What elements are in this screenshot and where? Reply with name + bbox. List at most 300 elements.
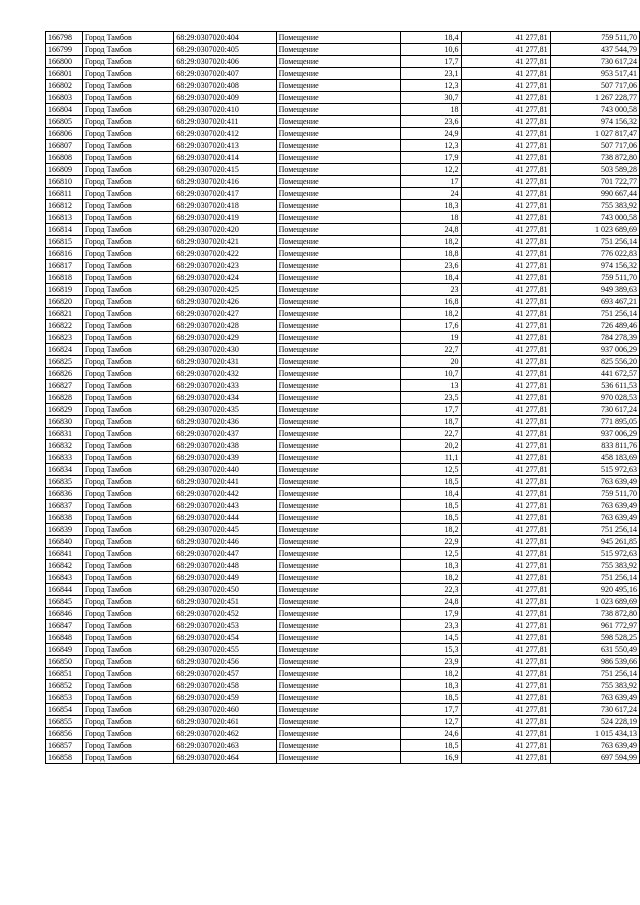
table-row xyxy=(46,332,640,344)
table-row xyxy=(46,224,640,236)
object-type-cell: Помещение xyxy=(276,488,401,500)
specific-value-cell: 41 277,81 xyxy=(461,116,550,128)
cadastral-value-cell: 437 544,79 xyxy=(550,44,639,56)
cadastral-value-cell: 503 589,28 xyxy=(550,164,639,176)
object-type-cell: Помещение xyxy=(276,68,401,80)
area-cell: 16,8 xyxy=(401,296,461,308)
table-row xyxy=(46,260,640,272)
row-number-cell: 166806 xyxy=(46,128,83,140)
row-number-cell: 166817 xyxy=(46,260,83,272)
row-number-cell: 166844 xyxy=(46,584,83,596)
cadastral-value-cell: 953 517,41 xyxy=(550,68,639,80)
cadastral-number-cell: 68:29:0307020:446 xyxy=(174,536,276,548)
locality-cell: Город Тамбов xyxy=(82,164,173,176)
row-number-cell: 166850 xyxy=(46,656,83,668)
object-type-cell: Помещение xyxy=(276,176,401,188)
table-row xyxy=(46,356,640,368)
locality-cell: Город Тамбов xyxy=(82,440,173,452)
row-number-cell: 166812 xyxy=(46,200,83,212)
cadastral-value-cell: 970 028,53 xyxy=(550,392,639,404)
cadastral-number-cell: 68:29:0307020:443 xyxy=(174,500,276,512)
specific-value-cell: 41 277,81 xyxy=(461,152,550,164)
locality-cell: Город Тамбов xyxy=(82,248,173,260)
locality-cell: Город Тамбов xyxy=(82,572,173,584)
object-type-cell: Помещение xyxy=(276,404,401,416)
table-row xyxy=(46,308,640,320)
table-row xyxy=(46,128,640,140)
locality-cell: Город Тамбов xyxy=(82,104,173,116)
cadastral-number-cell: 68:29:0307020:410 xyxy=(174,104,276,116)
area-cell: 17,7 xyxy=(401,56,461,68)
row-number-cell: 166842 xyxy=(46,560,83,572)
area-cell: 12,5 xyxy=(401,548,461,560)
cadastral-value-cell: 536 611,53 xyxy=(550,380,639,392)
specific-value-cell: 41 277,81 xyxy=(461,104,550,116)
cadastral-value-cell: 598 528,25 xyxy=(550,632,639,644)
cadastral-value-cell: 507 717,06 xyxy=(550,80,639,92)
area-cell: 18,2 xyxy=(401,308,461,320)
table-row xyxy=(46,476,640,488)
object-type-cell: Помещение xyxy=(276,308,401,320)
object-type-cell: Помещение xyxy=(276,104,401,116)
table-row xyxy=(46,608,640,620)
cadastral-number-cell: 68:29:0307020:459 xyxy=(174,692,276,704)
cadastral-number-cell: 68:29:0307020:415 xyxy=(174,164,276,176)
cadastral-value-cell: 755 383,92 xyxy=(550,680,639,692)
object-type-cell: Помещение xyxy=(276,584,401,596)
cadastral-number-cell: 68:29:0307020:409 xyxy=(174,92,276,104)
row-number-cell: 166827 xyxy=(46,380,83,392)
cadastral-value-cell: 759 511,70 xyxy=(550,488,639,500)
locality-cell: Город Тамбов xyxy=(82,512,173,524)
table-row xyxy=(46,488,640,500)
locality-cell: Город Тамбов xyxy=(82,236,173,248)
row-number-cell: 166818 xyxy=(46,272,83,284)
table-body xyxy=(46,32,640,764)
specific-value-cell: 41 277,81 xyxy=(461,572,550,584)
specific-value-cell: 41 277,81 xyxy=(461,620,550,632)
object-type-cell: Помещение xyxy=(276,392,401,404)
table-row xyxy=(46,548,640,560)
object-type-cell: Помещение xyxy=(276,716,401,728)
specific-value-cell: 41 277,81 xyxy=(461,692,550,704)
cadastral-value-cell: 825 556,20 xyxy=(550,356,639,368)
locality-cell: Город Тамбов xyxy=(82,272,173,284)
area-cell: 18,2 xyxy=(401,236,461,248)
cadastral-value-cell: 759 511,70 xyxy=(550,32,639,44)
cadastral-value-cell: 458 183,69 xyxy=(550,452,639,464)
object-type-cell: Помещение xyxy=(276,728,401,740)
specific-value-cell: 41 277,81 xyxy=(461,80,550,92)
cadastral-number-cell: 68:29:0307020:431 xyxy=(174,356,276,368)
object-type-cell: Помещение xyxy=(276,692,401,704)
cadastral-value-cell: 515 972,63 xyxy=(550,464,639,476)
cadastral-number-cell: 68:29:0307020:464 xyxy=(174,752,276,764)
cadastral-value-cell: 441 672,57 xyxy=(550,368,639,380)
object-type-cell: Помещение xyxy=(276,200,401,212)
cadastral-value-table xyxy=(45,31,640,764)
specific-value-cell: 41 277,81 xyxy=(461,32,550,44)
object-type-cell: Помещение xyxy=(276,608,401,620)
specific-value-cell: 41 277,81 xyxy=(461,488,550,500)
object-type-cell: Помещение xyxy=(276,128,401,140)
table-row xyxy=(46,632,640,644)
area-cell: 18 xyxy=(401,212,461,224)
cadastral-number-cell: 68:29:0307020:453 xyxy=(174,620,276,632)
row-number-cell: 166807 xyxy=(46,140,83,152)
specific-value-cell: 41 277,81 xyxy=(461,524,550,536)
area-cell: 18,2 xyxy=(401,524,461,536)
locality-cell: Город Тамбов xyxy=(82,560,173,572)
object-type-cell: Помещение xyxy=(276,152,401,164)
specific-value-cell: 41 277,81 xyxy=(461,560,550,572)
locality-cell: Город Тамбов xyxy=(82,80,173,92)
cadastral-value-cell: 693 467,21 xyxy=(550,296,639,308)
row-number-cell: 166802 xyxy=(46,80,83,92)
object-type-cell: Помещение xyxy=(276,44,401,56)
area-cell: 18,4 xyxy=(401,32,461,44)
table-row xyxy=(46,428,640,440)
locality-cell: Город Тамбов xyxy=(82,380,173,392)
row-number-cell: 166858 xyxy=(46,752,83,764)
cadastral-number-cell: 68:29:0307020:405 xyxy=(174,44,276,56)
specific-value-cell: 41 277,81 xyxy=(461,440,550,452)
row-number-cell: 166839 xyxy=(46,524,83,536)
table-row xyxy=(46,452,640,464)
area-cell: 23 xyxy=(401,284,461,296)
row-number-cell: 166845 xyxy=(46,596,83,608)
row-number-cell: 166855 xyxy=(46,716,83,728)
table-row xyxy=(46,524,640,536)
cadastral-number-cell: 68:29:0307020:445 xyxy=(174,524,276,536)
locality-cell: Город Тамбов xyxy=(82,428,173,440)
cadastral-value-cell: 743 000,58 xyxy=(550,212,639,224)
table-row xyxy=(46,464,640,476)
locality-cell: Город Тамбов xyxy=(82,404,173,416)
specific-value-cell: 41 277,81 xyxy=(461,476,550,488)
cadastral-number-cell: 68:29:0307020:433 xyxy=(174,380,276,392)
locality-cell: Город Тамбов xyxy=(82,548,173,560)
cadastral-number-cell: 68:29:0307020:444 xyxy=(174,512,276,524)
cadastral-number-cell: 68:29:0307020:437 xyxy=(174,428,276,440)
table-row xyxy=(46,752,640,764)
table-row xyxy=(46,104,640,116)
specific-value-cell: 41 277,81 xyxy=(461,356,550,368)
specific-value-cell: 41 277,81 xyxy=(461,176,550,188)
table-row xyxy=(46,248,640,260)
table-row xyxy=(46,536,640,548)
specific-value-cell: 41 277,81 xyxy=(461,260,550,272)
locality-cell: Город Тамбов xyxy=(82,644,173,656)
row-number-cell: 166803 xyxy=(46,92,83,104)
row-number-cell: 166835 xyxy=(46,476,83,488)
specific-value-cell: 41 277,81 xyxy=(461,704,550,716)
area-cell: 18 xyxy=(401,104,461,116)
table-row xyxy=(46,728,640,740)
cadastral-number-cell: 68:29:0307020:417 xyxy=(174,188,276,200)
row-number-cell: 166830 xyxy=(46,416,83,428)
row-number-cell: 166821 xyxy=(46,308,83,320)
cadastral-number-cell: 68:29:0307020:408 xyxy=(174,80,276,92)
cadastral-number-cell: 68:29:0307020:434 xyxy=(174,392,276,404)
area-cell: 12,3 xyxy=(401,80,461,92)
area-cell: 24,8 xyxy=(401,224,461,236)
area-cell: 24 xyxy=(401,188,461,200)
object-type-cell: Помещение xyxy=(276,272,401,284)
specific-value-cell: 41 277,81 xyxy=(461,200,550,212)
locality-cell: Город Тамбов xyxy=(82,536,173,548)
object-type-cell: Помещение xyxy=(276,560,401,572)
object-type-cell: Помещение xyxy=(276,572,401,584)
cadastral-number-cell: 68:29:0307020:451 xyxy=(174,596,276,608)
object-type-cell: Помещение xyxy=(276,116,401,128)
row-number-cell: 166800 xyxy=(46,56,83,68)
area-cell: 18,5 xyxy=(401,476,461,488)
cadastral-value-cell: 697 594,99 xyxy=(550,752,639,764)
cadastral-value-cell: 763 639,49 xyxy=(550,512,639,524)
table-row xyxy=(46,284,640,296)
table-row xyxy=(46,212,640,224)
table-row xyxy=(46,296,640,308)
cadastral-value-cell: 763 639,49 xyxy=(550,500,639,512)
cadastral-value-cell: 1 027 817,47 xyxy=(550,128,639,140)
cadastral-value-cell: 743 000,58 xyxy=(550,104,639,116)
cadastral-number-cell: 68:29:0307020:421 xyxy=(174,236,276,248)
specific-value-cell: 41 277,81 xyxy=(461,140,550,152)
cadastral-number-cell: 68:29:0307020:450 xyxy=(174,584,276,596)
row-number-cell: 166813 xyxy=(46,212,83,224)
object-type-cell: Помещение xyxy=(276,140,401,152)
locality-cell: Город Тамбов xyxy=(82,752,173,764)
object-type-cell: Помещение xyxy=(276,704,401,716)
area-cell: 10,6 xyxy=(401,44,461,56)
object-type-cell: Помещение xyxy=(276,368,401,380)
cadastral-value-cell: 986 539,66 xyxy=(550,656,639,668)
object-type-cell: Помещение xyxy=(276,344,401,356)
table-row xyxy=(46,380,640,392)
locality-cell: Город Тамбов xyxy=(82,200,173,212)
object-type-cell: Помещение xyxy=(276,656,401,668)
cadastral-number-cell: 68:29:0307020:438 xyxy=(174,440,276,452)
locality-cell: Город Тамбов xyxy=(82,116,173,128)
cadastral-number-cell: 68:29:0307020:427 xyxy=(174,308,276,320)
cadastral-value-cell: 937 006,29 xyxy=(550,428,639,440)
area-cell: 15,3 xyxy=(401,644,461,656)
locality-cell: Город Тамбов xyxy=(82,524,173,536)
area-cell: 17 xyxy=(401,176,461,188)
area-cell: 17,9 xyxy=(401,608,461,620)
object-type-cell: Помещение xyxy=(276,236,401,248)
object-type-cell: Помещение xyxy=(276,440,401,452)
area-cell: 17,7 xyxy=(401,704,461,716)
cadastral-value-cell: 701 722,77 xyxy=(550,176,639,188)
table-row xyxy=(46,596,640,608)
row-number-cell: 166831 xyxy=(46,428,83,440)
specific-value-cell: 41 277,81 xyxy=(461,512,550,524)
table-row xyxy=(46,116,640,128)
row-number-cell: 166828 xyxy=(46,392,83,404)
cadastral-number-cell: 68:29:0307020:416 xyxy=(174,176,276,188)
specific-value-cell: 41 277,81 xyxy=(461,728,550,740)
cadastral-number-cell: 68:29:0307020:447 xyxy=(174,548,276,560)
row-number-cell: 166854 xyxy=(46,704,83,716)
specific-value-cell: 41 277,81 xyxy=(461,740,550,752)
cadastral-value-cell: 730 617,24 xyxy=(550,704,639,716)
locality-cell: Город Тамбов xyxy=(82,584,173,596)
cadastral-value-cell: 974 156,32 xyxy=(550,116,639,128)
cadastral-value-cell: 515 972,63 xyxy=(550,548,639,560)
row-number-cell: 166834 xyxy=(46,464,83,476)
cadastral-number-cell: 68:29:0307020:426 xyxy=(174,296,276,308)
table-row xyxy=(46,236,640,248)
specific-value-cell: 41 277,81 xyxy=(461,308,550,320)
cadastral-number-cell: 68:29:0307020:455 xyxy=(174,644,276,656)
cadastral-number-cell: 68:29:0307020:422 xyxy=(174,248,276,260)
specific-value-cell: 41 277,81 xyxy=(461,416,550,428)
specific-value-cell: 41 277,81 xyxy=(461,392,550,404)
table-row xyxy=(46,140,640,152)
cadastral-value-cell: 974 156,32 xyxy=(550,260,639,272)
cadastral-value-cell: 920 495,16 xyxy=(550,584,639,596)
specific-value-cell: 41 277,81 xyxy=(461,212,550,224)
table-row xyxy=(46,32,640,44)
specific-value-cell: 41 277,81 xyxy=(461,368,550,380)
cadastral-number-cell: 68:29:0307020:432 xyxy=(174,368,276,380)
area-cell: 12,7 xyxy=(401,716,461,728)
table-row xyxy=(46,692,640,704)
specific-value-cell: 41 277,81 xyxy=(461,680,550,692)
row-number-cell: 166840 xyxy=(46,536,83,548)
cadastral-value-cell: 937 006,29 xyxy=(550,344,639,356)
locality-cell: Город Тамбов xyxy=(82,596,173,608)
locality-cell: Город Тамбов xyxy=(82,680,173,692)
object-type-cell: Помещение xyxy=(276,536,401,548)
cadastral-number-cell: 68:29:0307020:423 xyxy=(174,260,276,272)
row-number-cell: 166798 xyxy=(46,32,83,44)
row-number-cell: 166811 xyxy=(46,188,83,200)
cadastral-value-cell: 751 256,14 xyxy=(550,236,639,248)
table-row xyxy=(46,392,640,404)
row-number-cell: 166832 xyxy=(46,440,83,452)
table-row xyxy=(46,560,640,572)
locality-cell: Город Тамбов xyxy=(82,476,173,488)
locality-cell: Город Тамбов xyxy=(82,152,173,164)
specific-value-cell: 41 277,81 xyxy=(461,236,550,248)
cadastral-value-cell: 507 717,06 xyxy=(550,140,639,152)
area-cell: 18,5 xyxy=(401,740,461,752)
row-number-cell: 166809 xyxy=(46,164,83,176)
object-type-cell: Помещение xyxy=(276,296,401,308)
table-row xyxy=(46,176,640,188)
specific-value-cell: 41 277,81 xyxy=(461,464,550,476)
row-number-cell: 166815 xyxy=(46,236,83,248)
row-number-cell: 166847 xyxy=(46,620,83,632)
row-number-cell: 166808 xyxy=(46,152,83,164)
object-type-cell: Помещение xyxy=(276,260,401,272)
object-type-cell: Помещение xyxy=(276,452,401,464)
area-cell: 22,7 xyxy=(401,344,461,356)
object-type-cell: Помещение xyxy=(276,644,401,656)
object-type-cell: Помещение xyxy=(276,188,401,200)
table-row xyxy=(46,92,640,104)
table-row xyxy=(46,620,640,632)
locality-cell: Город Тамбов xyxy=(82,656,173,668)
specific-value-cell: 41 277,81 xyxy=(461,668,550,680)
row-number-cell: 166820 xyxy=(46,296,83,308)
area-cell: 24,6 xyxy=(401,728,461,740)
cadastral-value-cell: 763 639,49 xyxy=(550,740,639,752)
specific-value-cell: 41 277,81 xyxy=(461,404,550,416)
specific-value-cell: 41 277,81 xyxy=(461,248,550,260)
specific-value-cell: 41 277,81 xyxy=(461,332,550,344)
cadastral-value-cell: 1 023 689,69 xyxy=(550,224,639,236)
cadastral-value-cell: 759 511,70 xyxy=(550,272,639,284)
specific-value-cell: 41 277,81 xyxy=(461,752,550,764)
row-number-cell: 166799 xyxy=(46,44,83,56)
cadastral-number-cell: 68:29:0307020:406 xyxy=(174,56,276,68)
area-cell: 22,3 xyxy=(401,584,461,596)
table-row xyxy=(46,680,640,692)
cadastral-value-cell: 751 256,14 xyxy=(550,308,639,320)
table-row xyxy=(46,272,640,284)
specific-value-cell: 41 277,81 xyxy=(461,596,550,608)
cadastral-number-cell: 68:29:0307020:418 xyxy=(174,200,276,212)
specific-value-cell: 41 277,81 xyxy=(461,632,550,644)
row-number-cell: 166822 xyxy=(46,320,83,332)
area-cell: 22,7 xyxy=(401,428,461,440)
specific-value-cell: 41 277,81 xyxy=(461,188,550,200)
cadastral-value-cell: 730 617,24 xyxy=(550,56,639,68)
locality-cell: Город Тамбов xyxy=(82,212,173,224)
object-type-cell: Помещение xyxy=(276,464,401,476)
table-row xyxy=(46,320,640,332)
cadastral-value-cell: 524 228,19 xyxy=(550,716,639,728)
area-cell: 23,9 xyxy=(401,656,461,668)
object-type-cell: Помещение xyxy=(276,92,401,104)
area-cell: 20,2 xyxy=(401,440,461,452)
cadastral-value-cell: 945 261,85 xyxy=(550,536,639,548)
cadastral-number-cell: 68:29:0307020:463 xyxy=(174,740,276,752)
row-number-cell: 166833 xyxy=(46,452,83,464)
locality-cell: Город Тамбов xyxy=(82,320,173,332)
locality-cell: Город Тамбов xyxy=(82,260,173,272)
area-cell: 24,8 xyxy=(401,596,461,608)
object-type-cell: Помещение xyxy=(276,500,401,512)
table-row xyxy=(46,656,640,668)
cadastral-number-cell: 68:29:0307020:420 xyxy=(174,224,276,236)
area-cell: 20 xyxy=(401,356,461,368)
table-row xyxy=(46,68,640,80)
cadastral-value-cell: 755 383,92 xyxy=(550,200,639,212)
cadastral-number-cell: 68:29:0307020:429 xyxy=(174,332,276,344)
cadastral-value-cell: 1 015 434,13 xyxy=(550,728,639,740)
area-cell: 16,9 xyxy=(401,752,461,764)
cadastral-number-cell: 68:29:0307020:456 xyxy=(174,656,276,668)
area-cell: 19 xyxy=(401,332,461,344)
cadastral-value-cell: 1 267 228,77 xyxy=(550,92,639,104)
locality-cell: Город Тамбов xyxy=(82,284,173,296)
object-type-cell: Помещение xyxy=(276,512,401,524)
cadastral-value-cell: 949 389,63 xyxy=(550,284,639,296)
row-number-cell: 166805 xyxy=(46,116,83,128)
object-type-cell: Помещение xyxy=(276,548,401,560)
row-number-cell: 166823 xyxy=(46,332,83,344)
locality-cell: Город Тамбов xyxy=(82,32,173,44)
area-cell: 23,6 xyxy=(401,260,461,272)
area-cell: 18,7 xyxy=(401,416,461,428)
row-number-cell: 166848 xyxy=(46,632,83,644)
table-row xyxy=(46,200,640,212)
